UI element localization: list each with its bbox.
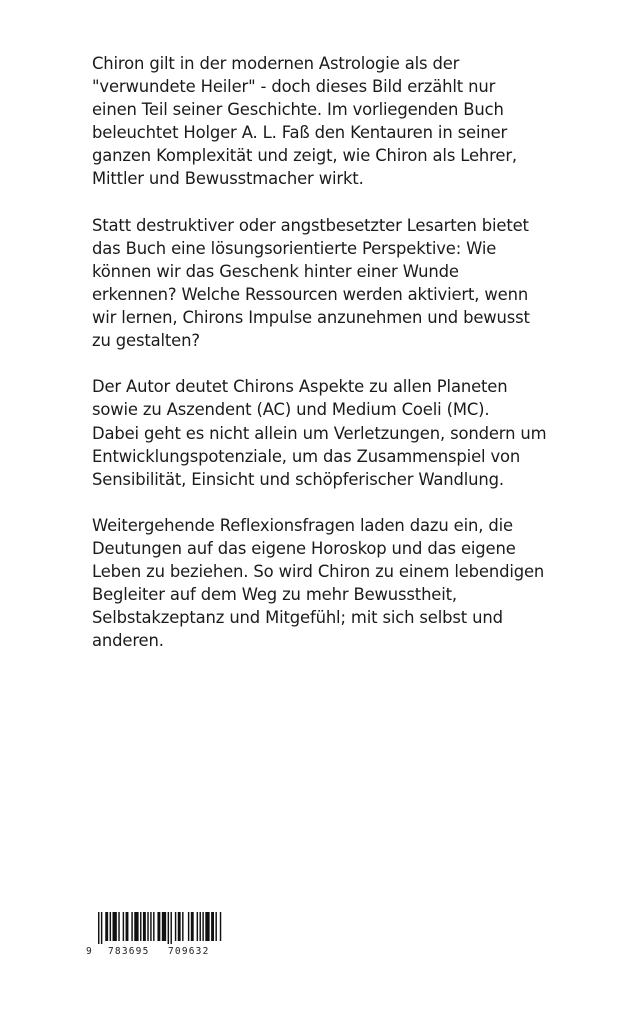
barcode-left-digits: 783695 xyxy=(108,946,150,956)
barcode-bars xyxy=(98,912,221,944)
barcode-bar xyxy=(113,912,117,941)
barcode-bar xyxy=(215,912,216,941)
barcode-bar xyxy=(205,912,209,941)
barcode-bar xyxy=(147,912,148,941)
blurb-paragraph-2: Statt destruktiver oder angstbesetzter Lesarten bietet das Buch eine lösungsorientierte Perspektive: Wie können wir das Geschenk hinter einer Wunde erkennen? Welche Ressourcen werden aktiviert, wenn wir lernen, Chirons Impulse anzunehmen und bewusst zu gestalten? xyxy=(92,215,530,351)
barcode-bar xyxy=(211,912,214,941)
isbn-barcode xyxy=(84,910,224,956)
barcode-bar xyxy=(171,912,172,944)
barcode-bar xyxy=(191,912,194,941)
barcode-bar xyxy=(118,912,119,941)
barcode-bar xyxy=(131,912,132,941)
barcode-bar xyxy=(101,912,102,944)
barcode-right-digits: 709632 xyxy=(168,946,210,956)
barcode-bar xyxy=(134,912,138,941)
barcode-bar xyxy=(105,912,108,941)
blurb-paragraph-1: Chiron gilt in der modernen Astrologie als der "verwundete Heiler" - doch dieses Bild erzählt nur einen Teil seiner Geschichte. Im vorliegenden Buch beleuchtet Holger A. L. Faß den Kentauren in seiner ganzen Komplexität und zeigt, wie Chiron als Lehrer, Mittler und Bewusstmacher wirkt. xyxy=(92,54,517,189)
barcode-bar xyxy=(200,912,201,941)
blurb-paragraph-3: Der Autor deutet Chirons Aspekte zu allen Planeten sowie zu Aszendent (AC) und Medium Coeli (MC). Dabei geht es nicht allein um Verletzungen, sondern um Entwicklungspotenziale, um das Zusammenspiel von Sensibilität, Einsicht und schöpferischer Wandlung. xyxy=(92,377,547,489)
barcode-bar xyxy=(175,912,176,941)
blurb-text xyxy=(92,52,562,676)
barcode-bar xyxy=(188,912,189,941)
barcode-bar xyxy=(126,912,129,941)
barcode-bar xyxy=(168,912,169,944)
barcode-bar xyxy=(140,912,141,941)
barcode-bar xyxy=(202,912,203,941)
barcode-bar xyxy=(123,912,124,941)
barcode-bar xyxy=(157,912,160,941)
blurb-paragraph-4: Weitergehende Reflexionsfragen laden dazu ein, die Deutungen auf das eigene Horoskop und das eigene Leben zu beziehen. So wird Chiron zu einem lebendigen Begleiter auf dem Weg zu mehr Bewusstheit, Selbstakzeptanz und Mitgefühl; mit sich selbst und anderen. xyxy=(92,515,545,651)
barcode-bar xyxy=(220,912,221,941)
barcode-bar xyxy=(197,912,198,941)
barcode-bar xyxy=(178,912,181,941)
barcode-lead-digit: 9 xyxy=(86,946,92,956)
barcode-bar xyxy=(98,912,99,944)
barcode-bar xyxy=(150,912,151,941)
barcode-bar xyxy=(182,912,183,941)
barcode-bar xyxy=(162,912,166,941)
barcode-bar xyxy=(143,912,146,941)
barcode-bar xyxy=(153,912,154,941)
barcode-bar xyxy=(110,912,111,941)
